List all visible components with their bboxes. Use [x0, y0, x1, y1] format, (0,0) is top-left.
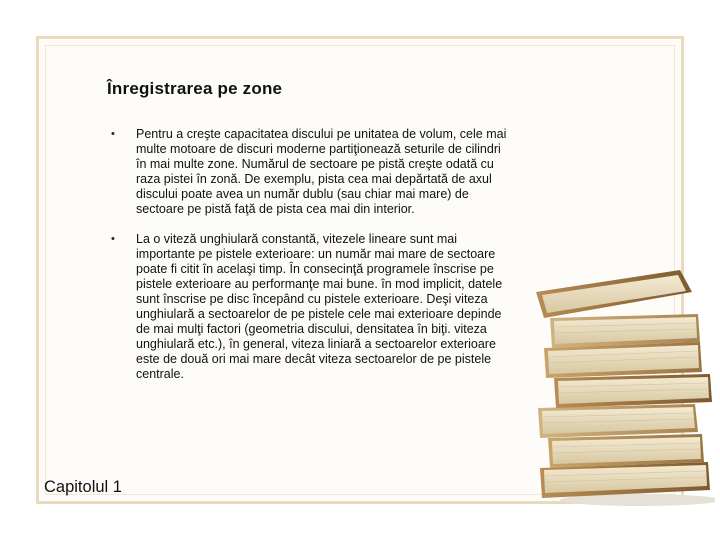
- bullet-text: La o viteză unghiulară constantă, vitezele lineare sunt mai importante pe pistele exterioare: un număr mai mare de sectoare poate fi citit în acelaşi timp. În consecinţă programele înscrise pe pistele exterioare au performanţe mai bune. în mod implicit, datele sunt înscrise pe disc începând cu pistele exterioare. Deşi viteza unghiulară a sectoarelor de pe pistele cele mai exterioare depinde de mai mulţi factori (geometria discului, densitatea în biţi. viteza unghiulară etc.), în general, viteza liniară a sectoarelor exterioare este de două ori mai mare decât viteza sectoarelor de pe pistele centrale.: [136, 231, 503, 382]
- bullet-text: Pentru a creşte capacitatea discului pe unitatea de volum, cele mai multe motoare de discuri moderne partiţionează seturile de cilindri în mai multe zone. Numărul de sectoare pe pistă creşte odată cu raza pistei în zonă. De exemplu, pista cea mai depărtată de axul discului poate avea un număr dublu (sau chiar mai mare) de sectoare pe pistă faţă de pista cea mai din interior.: [136, 127, 507, 217]
- stack-of-books-icon: [530, 262, 715, 507]
- bullet-marker: •: [111, 128, 115, 140]
- bullet-marker: •: [111, 232, 115, 245]
- bullet-list: [111, 127, 511, 397]
- slide-title: Înregistrarea pe zone: [107, 79, 283, 98]
- bullet-item: [111, 127, 511, 218]
- bullet-item: [111, 232, 511, 383]
- chapter-footer: Capitolul 1: [44, 478, 122, 496]
